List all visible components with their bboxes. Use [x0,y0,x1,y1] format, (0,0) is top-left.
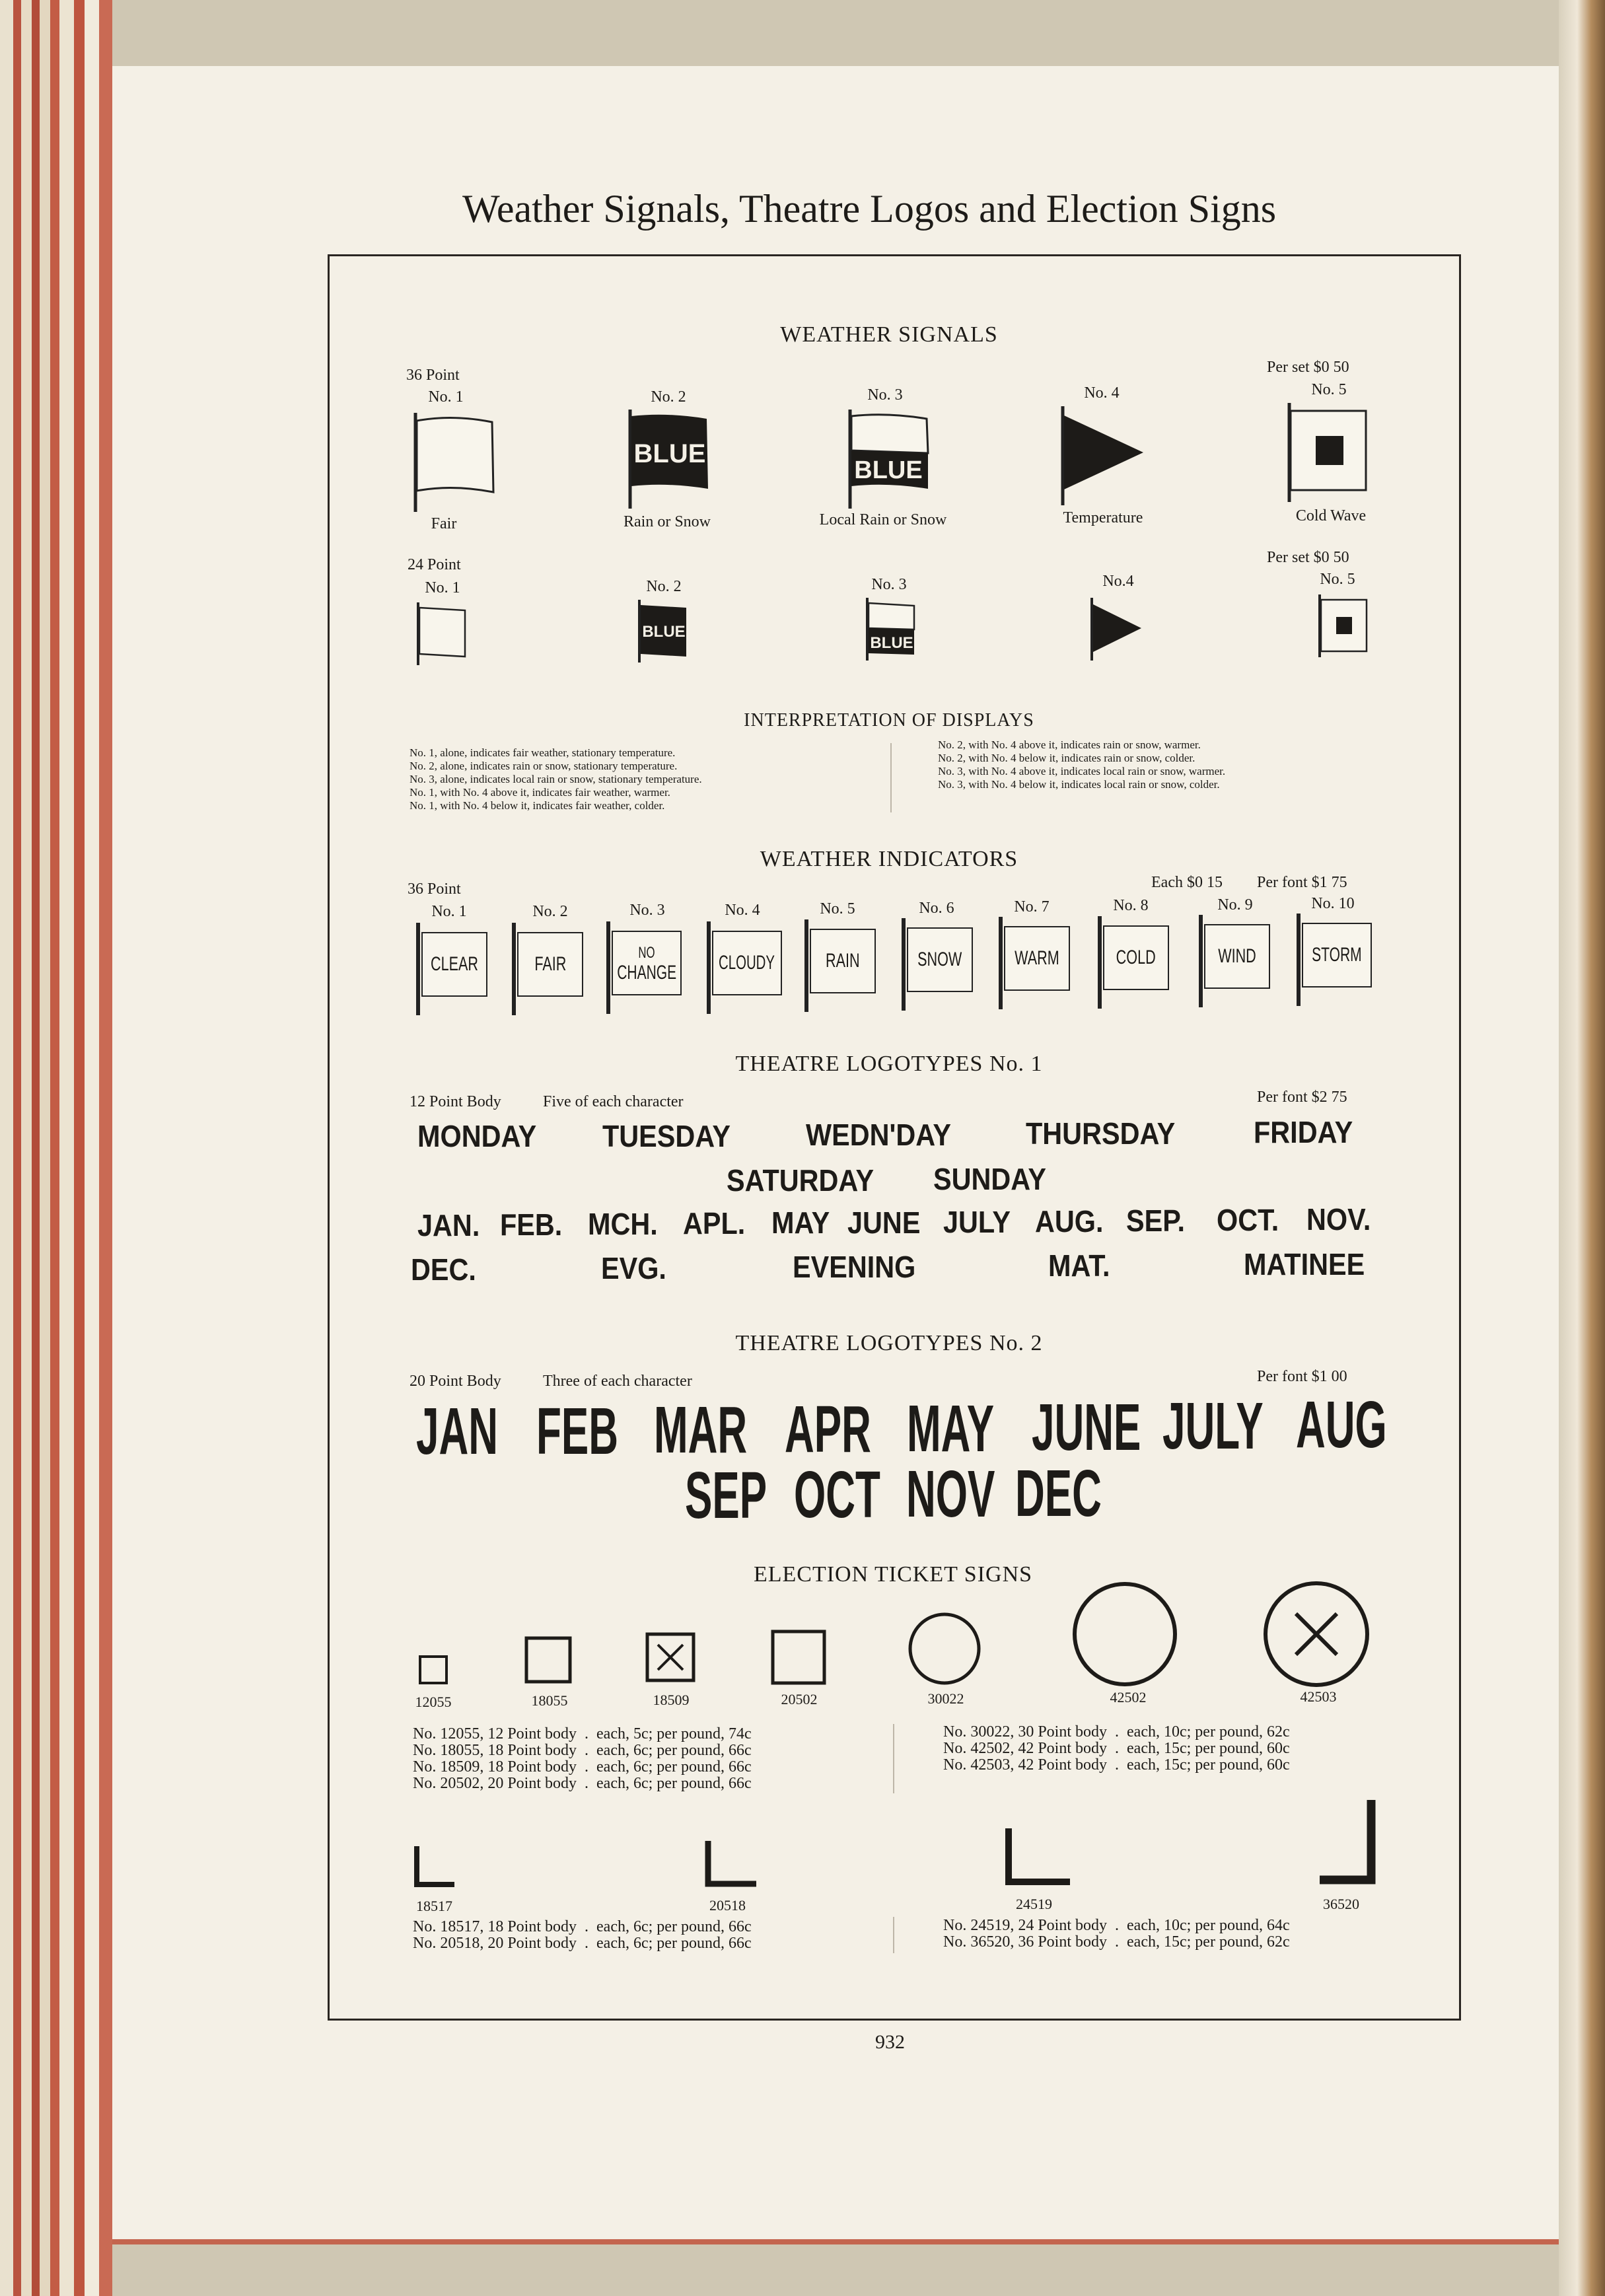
flag-blue-text: BLUE [642,623,686,641]
flag-blue-text: BLUE [870,634,913,652]
indicator-word: NO [638,944,655,962]
interpretation-right: No. 2, with No. 4 above it, indicates rain or snow, warmer. No. 2, with No. 4 below it, indicates rain or snow, colder. No. 3, with No. 4 above it, indicates local rain or snow, warmer. No. 3, with No. 4 below it, indicates local rain or snow, colder. [938,738,1226,791]
indicator-word: WIND [1218,945,1256,967]
corner-code: 36520 [1323,1896,1359,1912]
weather-signals-heading: WEATHER SIGNALS [780,322,998,347]
logotype: SUNDAY [933,1162,1047,1196]
signal-caption: Rain or Snow [624,513,711,530]
indicator-number: No. 1 [431,903,467,920]
signal-number: No. 1 [428,388,464,406]
corner-36520-icon [1320,1800,1371,1880]
corner-code: 20518 [709,1897,746,1914]
indicator-word: COLD [1116,947,1157,968]
indicator-number: No. 6 [919,900,954,917]
election-code: 42502 [1110,1689,1147,1705]
logotype: DEC. [411,1252,476,1287]
logotype: OCT. [1217,1203,1279,1237]
signal-number: No. 3 [871,576,907,593]
logotype: FRIDAY [1254,1115,1353,1149]
logotype: FEB. [500,1207,563,1242]
indicator-word: SNOW [917,949,962,970]
page-number: 932 [875,2031,905,2053]
logotype-large: JULY [1162,1389,1264,1463]
logotype-large: MAR [654,1393,748,1467]
indicator-number: No. 2 [532,903,568,920]
indicators-size-label: 36 Point [408,880,461,898]
logotype: EVG. [601,1251,666,1285]
theatre2-price: Per font $1 00 [1257,1368,1347,1385]
logotype: TUESDAY [602,1119,731,1153]
signal-caption: Temperature [1063,509,1143,526]
theatre1-price: Per font $2 75 [1257,1089,1347,1106]
theatre1-body: 12 Point Body [410,1093,501,1110]
size-label-24: 24 Point [408,556,461,573]
indicator-number: No. 9 [1217,896,1253,914]
logotype: JULY [943,1205,1011,1239]
column-divider [893,1724,894,1793]
logotype-large: MAY [907,1392,995,1466]
logotype: AUG. [1035,1204,1104,1238]
logotype: JAN. [417,1208,480,1242]
flag-blue-text: BLUE [854,456,923,484]
corner-code: 18517 [416,1898,452,1914]
weather-indicators-heading: WEATHER INDICATORS [760,847,1018,871]
signal-caption: Local Rain or Snow [819,511,947,528]
interpretation-heading: INTERPRETATION OF DISPLAYS [744,710,1034,731]
indicator-number: No. 5 [820,900,855,917]
logotype-large: APR [785,1392,871,1466]
signal-number: No. 5 [1311,381,1347,398]
circle-large-icon [1075,1584,1175,1684]
indicator-number: No. 3 [629,902,665,919]
election-heading: ELECTION TICKET SIGNS [753,1562,1033,1587]
indicator-word: FAIR [534,953,567,975]
page-title: Weather Signals, Theatre Logos and Election Signs [462,187,1277,231]
election-code: 18055 [531,1692,568,1709]
corner-code: 24519 [1016,1896,1052,1912]
indicator-number: No. 4 [725,902,760,919]
corner-18517-icon [417,1846,454,1884]
signal-number: No. 5 [1320,571,1355,588]
indicator-word: CLOUDY [719,952,775,974]
election-code: 12055 [415,1694,452,1710]
corner-prices-left: No. 18517, 18 Point body . each, 6c; per pound, 66c No. 20518, 20 Point body . each, 6c; per pound, 66c [413,1918,752,1952]
logotype-large: JUNE [1032,1390,1141,1464]
indicator-word: STORM [1312,944,1362,966]
logotype: SEP. [1126,1203,1186,1238]
theatre2-body: 20 Point Body [410,1373,501,1390]
election-code: 30022 [927,1690,964,1707]
column-divider [893,1917,894,1953]
election-prices-left: No. 12055, 12 Point body . each, 5c; per pound, 74c No. 18055, 18 Point body . each, 6c; per pound, 66c No. 18509, 18 Point body . each, 6c; per pound, 66c No. 20502, 20 Point body . each, 6c; per pound, 66c [413,1725,752,1792]
logotype: MCH. [588,1207,658,1241]
logotype: EVENING [793,1250,916,1284]
indicator-number: No. 8 [1113,897,1149,914]
indicator-number: No. 10 [1311,895,1355,912]
logotype-large: DEC [1015,1456,1102,1530]
corner-24519-icon [1009,1828,1070,1882]
size-label-36: 36 Point [406,367,460,384]
election-code: 18509 [653,1692,690,1708]
signal-number: No. 4 [1084,384,1120,402]
logotype: MONDAY [417,1119,537,1153]
interpretation-left: No. 1, alone, indicates fair weather, stationary temperature. No. 2, alone, indicates rain or snow, stationary temperature. No. 3, alone, indicates local rain or snow, stationary temperature. No. 1, with No. 4 above it, indicates fair weather, warmer. No. 1, with No. 4 below it, indicates fair weather, colder. [410,746,702,812]
signal-caption: Cold Wave [1295,507,1367,524]
signal-number: No. 2 [651,388,686,406]
square-small-icon [420,1657,446,1683]
logotype-large: JAN [416,1394,499,1468]
indicator-word: WARM [1015,947,1059,969]
signal-number: No. 2 [646,578,682,595]
theatre2-heading: THEATRE LOGOTYPES No. 2 [735,1331,1043,1355]
corner-prices-right: No. 24519, 24 Point body . each, 10c; per pound, 64c No. 36520, 36 Point body . each, 15c; per pound, 62c [943,1917,1290,1951]
logotype-large: AUG [1296,1388,1387,1462]
logotype: SATURDAY [727,1163,874,1198]
election-code: 42503 [1300,1688,1337,1705]
logotype: APL. [683,1206,746,1240]
logotype-large: NOV [906,1457,995,1531]
indicators-each-price: Each $0 15 [1151,874,1223,891]
indicators-font-price: Per font $1 75 [1257,874,1347,891]
logotype-large: SEP [685,1458,767,1532]
signal-caption: Fair [431,515,457,532]
election-code: 20502 [781,1691,818,1707]
circle-medium-icon [910,1614,979,1683]
corner-20518-icon [708,1841,756,1884]
indicator-word: CLEAR [430,953,479,975]
logotype: MAT. [1048,1248,1110,1283]
logotype-large: FEB [536,1394,618,1468]
price-label-24: Per set $0 50 [1267,549,1349,566]
flag-blue-text: BLUE [633,439,706,468]
square-large-icon [773,1632,824,1683]
signal-number: No.4 [1102,573,1134,590]
signal-number: No. 1 [425,579,460,596]
election-prices-right: No. 30022, 30 Point body . each, 10c; per pound, 62c No. 42502, 42 Point body . each, 15c; per pound, 60c No. 42503, 42 Point body . each, 15c; per pound, 60c [943,1723,1290,1774]
logotype: MAY [771,1205,830,1240]
theatre2-quantity: Three of each character [543,1373,692,1390]
logotype: WEDN'DAY [806,1118,951,1152]
theatre1-heading: THEATRE LOGOTYPES No. 1 [735,1052,1043,1076]
logotype: NOV. [1306,1202,1371,1237]
logotype: THURSDAY [1026,1116,1176,1151]
indicator-word: CHANGE [617,962,676,984]
signal-number: No. 3 [867,386,903,404]
indicator-word: RAIN [826,950,860,972]
square-medium-icon [526,1638,570,1682]
price-label-36: Per set $0 50 [1267,359,1349,376]
logotype: MATINEE [1244,1247,1365,1281]
logotype: JUNE [847,1205,921,1240]
theatre1-quantity: Five of each character [543,1093,684,1110]
logotype-large: OCT [794,1458,880,1532]
indicator-number: No. 7 [1014,898,1050,915]
